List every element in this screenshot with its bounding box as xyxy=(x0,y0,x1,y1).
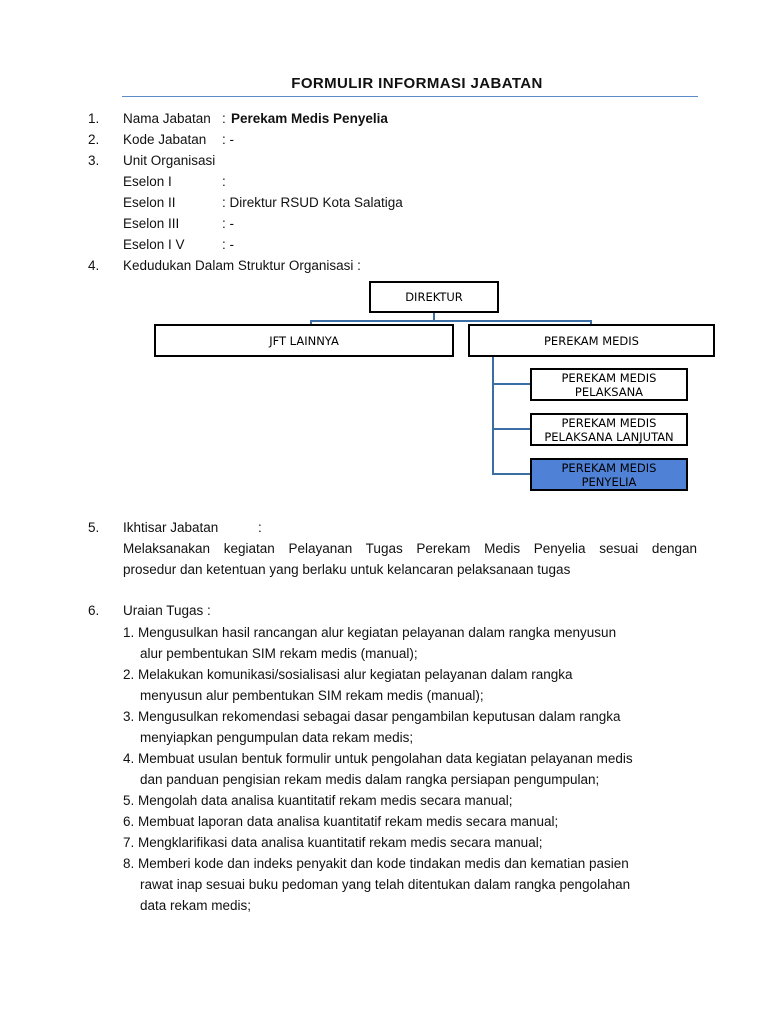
task-line: menyusun alur pembentukan SIM rekam medis (manual); xyxy=(140,688,484,703)
task-line: 1. Mengusulkan hasil rancangan alur kegiatan pelayanan dalam rangka menyusun xyxy=(123,625,617,640)
task-line: rawat inap sesuai buku pedoman yang telah ditentukan dalam rangka pengolahan xyxy=(140,877,631,892)
org-box-label: DIREKTUR xyxy=(405,290,463,304)
task-line: menyiapkan pengumpulan data rekam medis; xyxy=(140,730,414,745)
page-title: FORMULIR INFORMASI JABATAN xyxy=(291,75,543,92)
unit-organisasi-label: Unit Organisasi xyxy=(123,153,216,168)
org-box-label: PELAKSANA LANJUTAN xyxy=(544,429,674,444)
task-line: 6. Membuat laporan data analisa kuantitatif rekam medis secara manual; xyxy=(123,814,559,829)
nama-jabatan-value: Perekam Medis Penyelia xyxy=(231,111,388,126)
kode-jabatan-label: Kode Jabatan xyxy=(123,132,207,147)
eselon-label: Eselon II xyxy=(123,195,176,210)
kode-jabatan-value: : - xyxy=(222,132,234,147)
org-box-perekam-medis-penyelia xyxy=(530,458,688,491)
org-box-label: PENYELIA xyxy=(581,474,637,489)
task-line: 2. Melakukan komunikasi/sosialisasi alur kegiatan pelayanan dalam rangka xyxy=(123,667,573,682)
title-underline xyxy=(122,96,698,97)
task-line: alur pembentukan SIM rekam medis (manual); xyxy=(140,646,418,661)
org-box-perekam-medis-pelaksana xyxy=(530,368,688,401)
item-number: 6. xyxy=(88,603,100,618)
eselon-value: : Direktur RSUD Kota Salatiga xyxy=(222,195,403,210)
nama-jabatan-label: Nama Jabatan xyxy=(123,111,211,126)
org-box-perekam-medis-pelaksana-lanjutan xyxy=(530,413,688,446)
org-box-label: PEREKAM MEDIS xyxy=(561,370,657,385)
connector-line xyxy=(492,473,530,475)
eselon-value: : xyxy=(222,174,226,189)
connector-line xyxy=(492,428,530,430)
ikhtisar-colon: : xyxy=(258,520,262,535)
connector-line xyxy=(492,356,494,474)
eselon-label: Eselon III xyxy=(123,216,180,231)
task-line: 3. Mengusulkan rekomendasi sebagai dasar pengambilan keputusan dalam rangka xyxy=(123,709,621,724)
item-number: 2. xyxy=(88,132,100,147)
task-line: 5. Mengolah data analisa kuantitatif rekam medis secara manual; xyxy=(123,793,513,808)
ikhtisar-text: Melaksanakan kegiatan Pelayanan Tugas Perekam Medis Penyelia sesuai dengan xyxy=(123,541,697,556)
org-box-label: PEREKAM MEDIS xyxy=(544,333,639,348)
eselon-label: Eselon I V xyxy=(123,237,185,252)
item-number: 3. xyxy=(88,153,100,168)
task-line: 8. Memberi kode dan indeks penyakit dan kode tindakan medis dan kematian pasien xyxy=(123,856,629,871)
org-box-label: PEREKAM MEDIS xyxy=(561,460,657,475)
kedudukan-label: Kedudukan Dalam Struktur Organisasi : xyxy=(123,258,361,273)
task-line: dan panduan pengisian rekam medis dalam rangka persiapan pengumpulan; xyxy=(140,772,600,787)
eselon-label: Eselon I xyxy=(123,174,172,189)
item-number: 1. xyxy=(88,111,100,126)
ikhtisar-label: Ikhtisar Jabatan xyxy=(123,520,219,535)
org-box-label: PEREKAM MEDIS xyxy=(561,415,657,430)
task-line: 4. Membuat usulan bentuk formulir untuk pengolahan data kegiatan pelayanan medis xyxy=(123,751,633,766)
connector-line xyxy=(492,383,530,385)
nama-jabatan-colon: : xyxy=(222,111,226,126)
task-line: 7. Mengklarifikasi data analisa kuantitatif rekam medis secara manual; xyxy=(123,835,543,850)
task-line: data rekam medis; xyxy=(140,898,252,913)
org-box-jft-lainnya xyxy=(154,324,454,357)
org-box-label: JFT LAINNYA xyxy=(269,333,339,348)
connector-line xyxy=(310,320,592,322)
eselon-value: : - xyxy=(222,237,234,252)
org-box-direktur xyxy=(369,281,499,313)
uraian-tugas-label: Uraian Tugas : xyxy=(123,603,211,618)
item-number: 4. xyxy=(88,258,100,273)
org-box-perekam-medis xyxy=(468,324,715,357)
ikhtisar-text: prosedur dan ketentuan yang berlaku untuk kelancaran pelaksanaan tugas xyxy=(123,562,571,577)
eselon-value: : - xyxy=(222,216,234,231)
item-number: 5. xyxy=(88,520,100,535)
org-box-label: PELAKSANA xyxy=(574,384,644,399)
